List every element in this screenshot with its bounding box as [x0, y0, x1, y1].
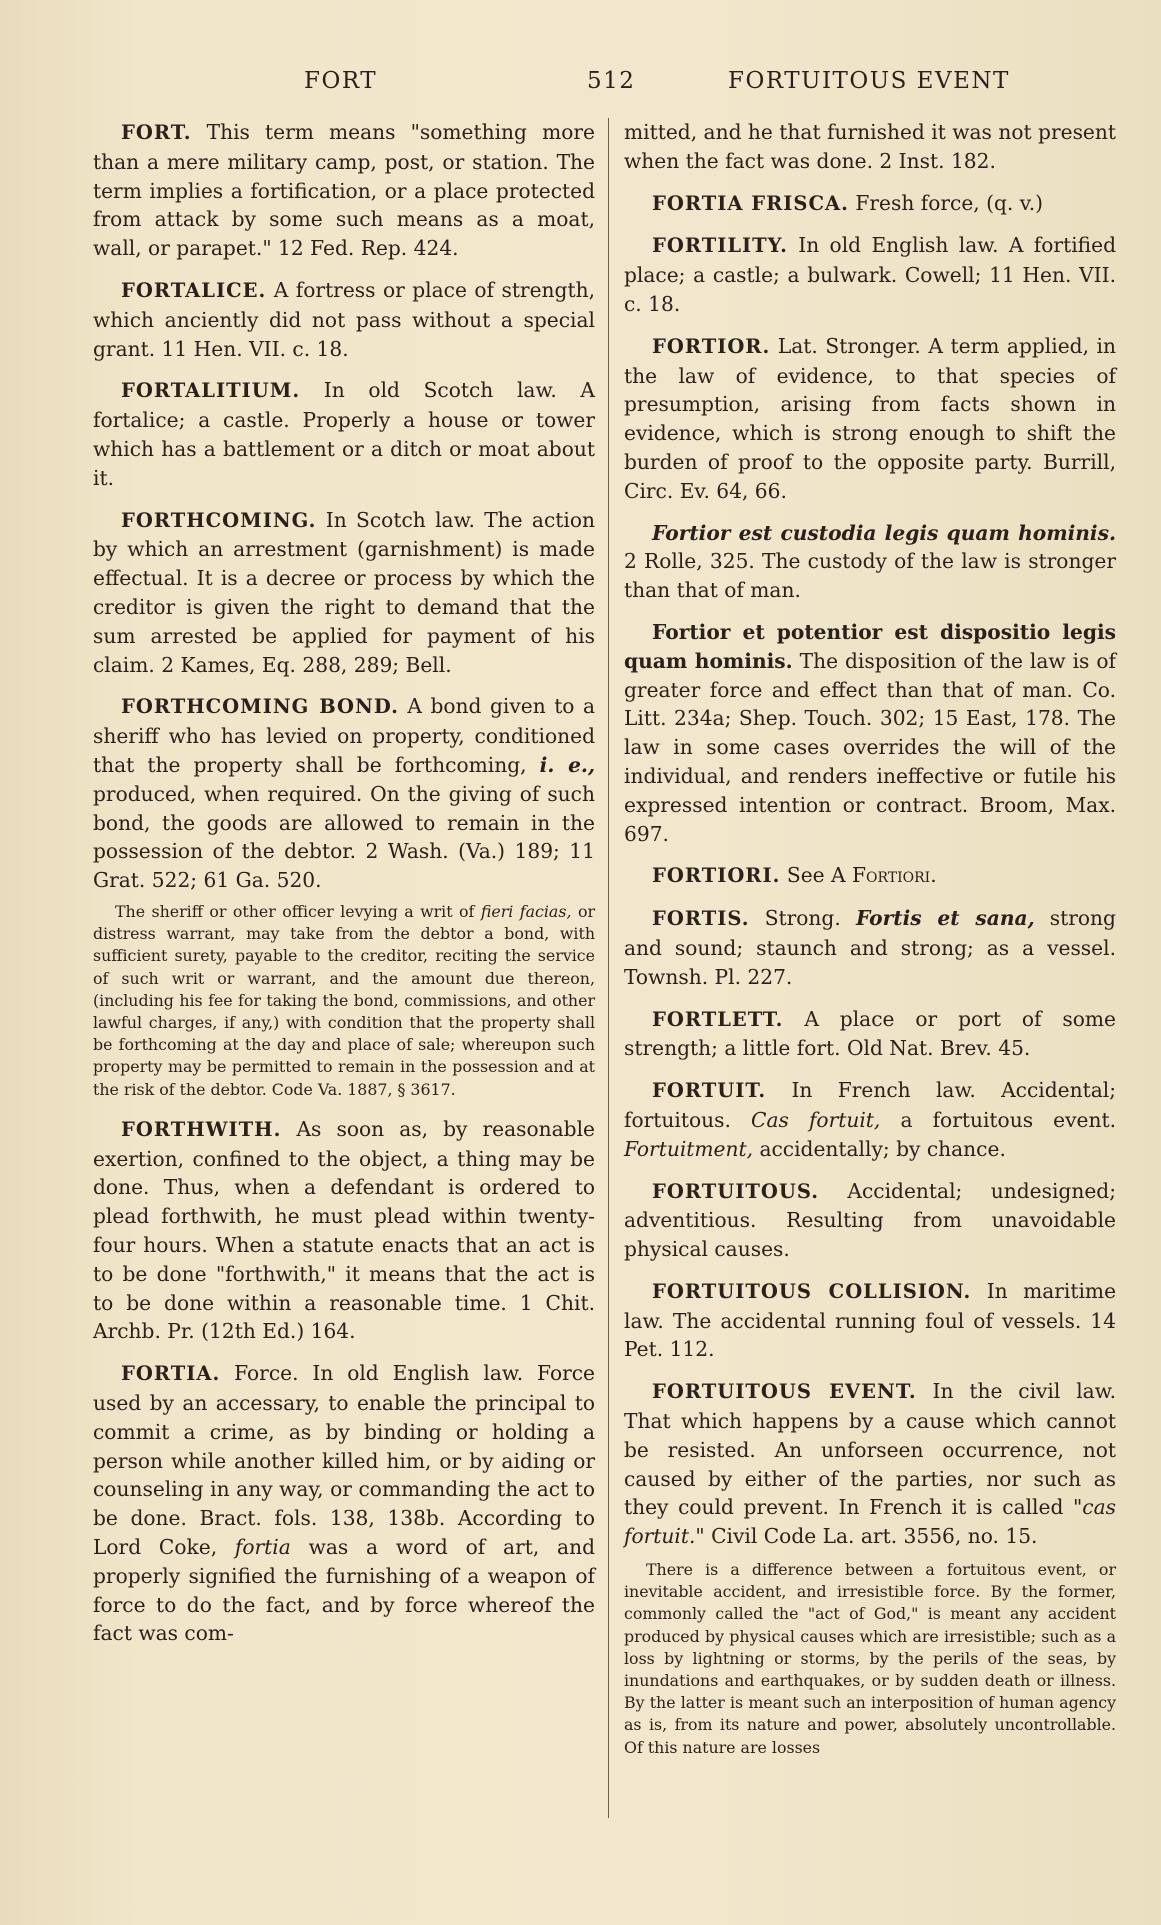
headword: FORTHCOMING BOND. — [121, 695, 399, 719]
running-header — [0, 62, 1161, 102]
definition: As soon as, by reasonable exertion, confined to the object, a thing may be done. Thus, when a defendant is ordered to plead forthwith, he must plead within twenty-four hours. When a statute enacts that an act is to be done "forthwith," it means that the act is to be done within a reasonable time. 1 Chit. Archb. Pr. (12th Ed.) 164. — [93, 1116, 595, 1344]
definition: In old Scotch law. A fortalice; a castle. Properly a house or tower which has a battlement or a ditch or moat about it. — [93, 378, 595, 490]
definition: Strong. — [764, 906, 841, 931]
definition: produced, when required. On the giving of such bond, the goods are allowed to remain in the possession of the debtor. 2 Wash. (Va.) 189; 11 Grat. 522; 61 Ga. 520. — [93, 781, 595, 893]
definition: A fortress or place of strength, which anciently did not pass without a special grant. 11 Hen. VII. c. 18. — [93, 277, 595, 361]
headword: FORTLETT. — [652, 1007, 784, 1031]
definition: 2 Rolle, 325. The custody of the law is stronger than that of man. — [624, 549, 1116, 603]
entry-fortia-frisca — [624, 189, 1116, 219]
definition: Force. In old English law. Force used by an accessary, to enable the principal to commit a crime, as by binding or holding a person while another killed him, or by aiding or counseling in any way, or commanding the act to be done. Bract. fols. 138, 138b. According to Lord Coke, — [93, 1361, 595, 1559]
column-divider — [608, 118, 609, 1818]
headword: FORTHWITH. — [121, 1117, 282, 1141]
headword: FORTIS. — [652, 907, 750, 931]
definition: mitted, and he that furnished it was not present when the fact was done. 2 Inst. 182. — [624, 120, 1116, 173]
italic-term: fieri facias, — [480, 901, 572, 921]
entry-fortlett — [624, 1005, 1116, 1064]
italic-term: "cas fortuit." — [624, 1495, 1117, 1549]
headword: FORTALITIUM. — [121, 379, 301, 403]
definition: a fortuitous event. — [900, 1107, 1116, 1132]
definition: In Scotch law. The action by which an arrestment (garnishment) is made effectual. It is a decree or process by which the creditor is given the right to demand that the sum arrested be applied for payment of his claim. 2 Kames, Eq. 288, 289; Bell. — [93, 507, 595, 677]
entry-fortis — [624, 904, 1116, 991]
entry-fortior-custodia — [624, 519, 1116, 605]
entry-fortia-continued — [624, 118, 1116, 176]
entry-fortuitous-event — [624, 1377, 1116, 1551]
entry-forthcoming — [93, 506, 595, 680]
headword: FORTIA FRISCA. — [652, 191, 849, 215]
header-right-guideword: FORTUITOUS EVENT — [728, 68, 1010, 94]
headword: FORTUITOUS EVENT. — [652, 1380, 917, 1404]
entry-fortiori — [624, 861, 1116, 891]
note-fortuitous-event — [624, 1559, 1116, 1759]
left-column — [93, 118, 595, 1661]
headword: FORTILITY. — [652, 234, 788, 258]
note-text: or distress warrant, may take from the debtor a bond, with sufficient surety, payable to the creditor, reciting the service of such writ or warrant, and the amount due thereon, (including his fee for taking the bond, commissions, and other lawful charges, if any,) with condition that the property shall be forthcoming at the day and place of sale; whereupon such property may be permitted to remain in the possession and at the risk of the debtor. Code Va. 1887, § 3617. — [93, 901, 595, 1099]
definition: In French law. Accidental; fortuitous. — [624, 1078, 1117, 1132]
note-forthcoming-bond — [93, 901, 595, 1101]
definition: Fresh force, (q. v.) — [855, 190, 1044, 215]
entry-fortia — [93, 1359, 595, 1648]
entry-fortuitous — [624, 1177, 1116, 1264]
right-column — [624, 118, 1116, 1773]
entry-forthcoming-bond — [93, 692, 595, 895]
italic-term: Fortis et sana, — [855, 906, 1035, 931]
headword: FORTIA. — [121, 1362, 221, 1386]
headword: FORT. — [121, 121, 192, 144]
entry-fortior — [624, 332, 1116, 506]
definition: A bond given to a sheriff who has levied on property, conditioned that the property shall be forthcoming, — [93, 694, 596, 777]
headword: FORTIORI. — [652, 864, 781, 888]
definition: See — [786, 863, 825, 888]
italic-term: Cas fortuit, — [751, 1107, 881, 1132]
header-left-guideword: FORT — [304, 68, 378, 94]
headword: FORTHCOMING. — [121, 508, 317, 532]
headword: FORTIOR. — [652, 334, 771, 358]
page-number: 512 — [587, 68, 636, 94]
cross-reference: A Fortiori. — [831, 863, 937, 888]
definition: was a word of art, and properly signified the furnishing of a weapon of force to do the fact, and by force whereof the fact was com- — [93, 1534, 595, 1646]
headword: FORTALICE. — [121, 278, 267, 302]
italic-term: fortia — [234, 1534, 291, 1559]
maxim: Fortior est custodia legis quam hominis. — [652, 520, 1116, 545]
entry-forthwith — [93, 1115, 595, 1346]
definition: In maritime law. The accidental running foul of vessels. 14 Pet. 112. — [624, 1278, 1117, 1362]
note-text: There is a difference between a fortuitous event, or inevitable accident, and irresistible force. By the former, commonly called the "act of God," is meant any accident produced by physical causes which are irresistible; such as a loss by lightning or storms, by the perils of the seas, by inundations and earthquakes, or by sudden death or illness. By the latter is meant such an interposition of human agency as is, from its nature and power, absolutely uncontrollable. Of this nature are losses — [624, 1560, 1116, 1757]
definition: The disposition of the law is of greater force and effect than that of man. Co. Litt. 234a; Shep. Touch. 302; 15 East, 178. The law in some cases overrides the will of the individual, and renders ineffective or futile his expressed intention or contract. Broom, Max. 697. — [624, 648, 1116, 846]
note-text: The sheriff or other officer levying a writ of — [115, 901, 475, 921]
italic-term: i. e., — [539, 752, 595, 777]
definition: accidentally; by chance. — [759, 1136, 1006, 1161]
entry-fortior-potentior — [624, 618, 1116, 848]
entry-fort — [93, 118, 595, 263]
headword: FORTUIT. — [652, 1079, 767, 1103]
definition: This term means "something more than a mere military camp, post, or station. The term implies a fortification, or a place protected from attack by some such means as a moat, wall, or parapet." 12 Fed. Rep. 424. — [93, 120, 595, 261]
italic-term: Fortuitment, — [624, 1136, 754, 1161]
definition: In the civil law. That which happens by a cause which cannot be resisted. An unforseen occurrence, not caused by either of the parties, nor such as they could prevent. In French it is called — [624, 1379, 1117, 1520]
definition: In old English law. A fortified place; a castle; a bulwark. Cowell; 11 Hen. VII. c. 18. — [624, 233, 1116, 316]
entry-fortalice — [93, 276, 595, 363]
definition: A place or port of some strength; a little fort. Old Nat. Brev. 45. — [624, 1006, 1116, 1061]
definition: strong and sound; staunch and strong; as a vessel. Townsh. Pl. 227. — [624, 906, 1116, 989]
entry-fortalitium — [93, 376, 595, 492]
headword: FORTUITOUS COLLISION. — [652, 1279, 972, 1303]
entry-fortuit — [624, 1076, 1116, 1163]
definition: Civil Code La. art. 3556, no. 15. — [711, 1524, 1038, 1549]
entry-fortility — [624, 231, 1116, 318]
headword: FORTUITOUS. — [652, 1179, 820, 1203]
definition: Accidental; undesigned; adventitious. Resulting from unavoidable physical causes. — [624, 1178, 1116, 1262]
maxim: Fortior et potentior est dispositio legis quam hominis. — [624, 619, 1116, 673]
entry-fortuitous-collision — [624, 1277, 1116, 1364]
definition: Lat. Stronger. A term applied, in the law of evidence, to that species of presumption, arising from facts shown in evidence, which is strong enough to shift the burden of proof to the opposite party. Burrill, Circ. Ev. 64, 66. — [624, 333, 1116, 503]
